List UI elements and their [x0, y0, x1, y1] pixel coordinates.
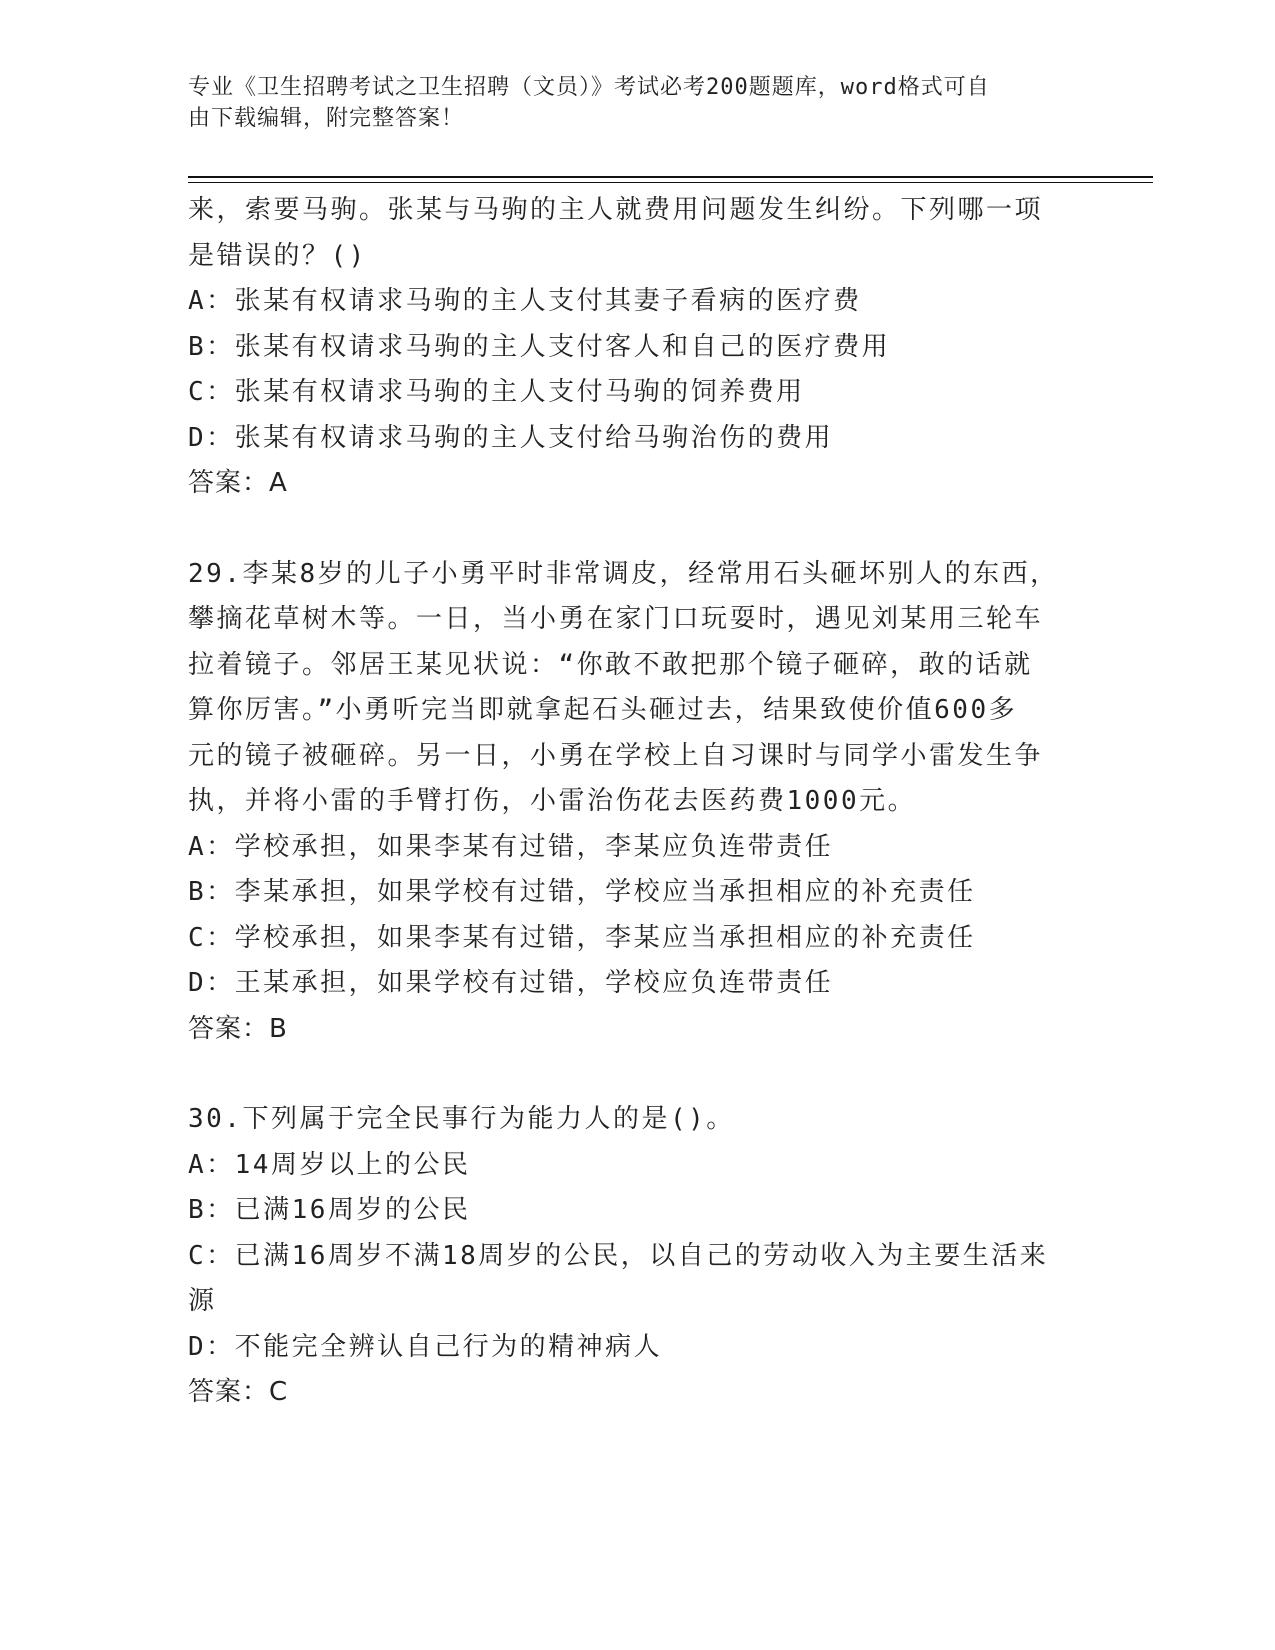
- option-a: A：14周岁以上的公民: [188, 1149, 471, 1180]
- option-d: D：张某有权请求马驹的主人支付给马驹治伤的费用: [188, 422, 834, 453]
- option-a: A：张某有权请求马驹的主人支付其妻子看病的医疗费: [188, 286, 862, 316]
- question-stem-line: 元的镜子被砸碎。另一日，小勇在学校上自习课时与同学小雷发生争: [188, 740, 1044, 771]
- question-stem-line: 30.下列属于完全民事行为能力人的是()。: [188, 1104, 735, 1134]
- question-28: [188, 188, 1088, 507]
- option-b: B：张某有权请求马驹的主人支付客人和自己的医疗费用: [188, 331, 891, 362]
- option-c-continued: 源: [188, 1286, 217, 1316]
- question-stem-line: 攀摘花草树木等。一日，当小勇在家门口玩耍时，遇见刘某用三轮车: [188, 604, 1044, 634]
- question-stem-line: 来，索要马驹。张某与马驹的主人就费用问题发生纠纷。下列哪一项: [188, 195, 1044, 225]
- page-header: [188, 72, 1088, 134]
- header-line-1: 专业《卫生招聘考试之卫生招聘（文员）》考试必考200题题库，word格式可自: [188, 75, 990, 100]
- option-c: C：已满16周岁不满18周岁的公民，以自己的劳动收入为主要生活来: [188, 1240, 1049, 1271]
- answer-line: 答案：C: [188, 1377, 289, 1407]
- question-stem-line: 29.李某8岁的儿子小勇平时非常调皮，经常用石头砸坏别人的东西，: [188, 558, 1059, 589]
- question-stem-line: 执，并将小雷的手臂打伤，小雷治伤花去医药费1000元。: [188, 786, 917, 816]
- question-29: [188, 552, 1088, 1053]
- option-b: B：已满16周岁的公民: [188, 1195, 471, 1225]
- option-d: D：王某承担，如果学校有过错，学校应负连带责任: [188, 968, 834, 998]
- option-a: A：学校承担，如果李某有过错，李某应负连带责任: [188, 831, 834, 862]
- option-d: D：不能完全辨认自己行为的精神病人: [188, 1331, 663, 1362]
- answer-line: 答案：B: [188, 1013, 288, 1044]
- document-body: [188, 188, 1088, 1416]
- header-divider-thin: [188, 182, 1153, 183]
- question-stem-line: 是错误的？(): [188, 240, 367, 271]
- spacer: [188, 507, 1088, 552]
- header-line-2: 由下载编辑，附完整答案！: [188, 106, 465, 131]
- spacer: [188, 1052, 1088, 1097]
- question-stem-line: 算你厉害。”小勇听完当即就拿起石头砸过去，结果致使价值600多: [188, 695, 1018, 725]
- answer-line: 答案：A: [188, 468, 288, 498]
- option-b: B：李某承担，如果学校有过错，学校应当承担相应的补充责任: [188, 877, 976, 907]
- option-c: C：学校承担，如果李某有过错，李某应当承担相应的补充责任: [188, 922, 976, 953]
- question-stem-line: 拉着镜子。邻居王某见状说：“你敢不敢把那个镜子砸碎，敢的话就: [188, 649, 1033, 680]
- option-c: C：张某有权请求马驹的主人支付马驹的饲养费用: [188, 377, 805, 407]
- header-divider-thick: [188, 176, 1153, 178]
- question-30: [188, 1097, 1088, 1416]
